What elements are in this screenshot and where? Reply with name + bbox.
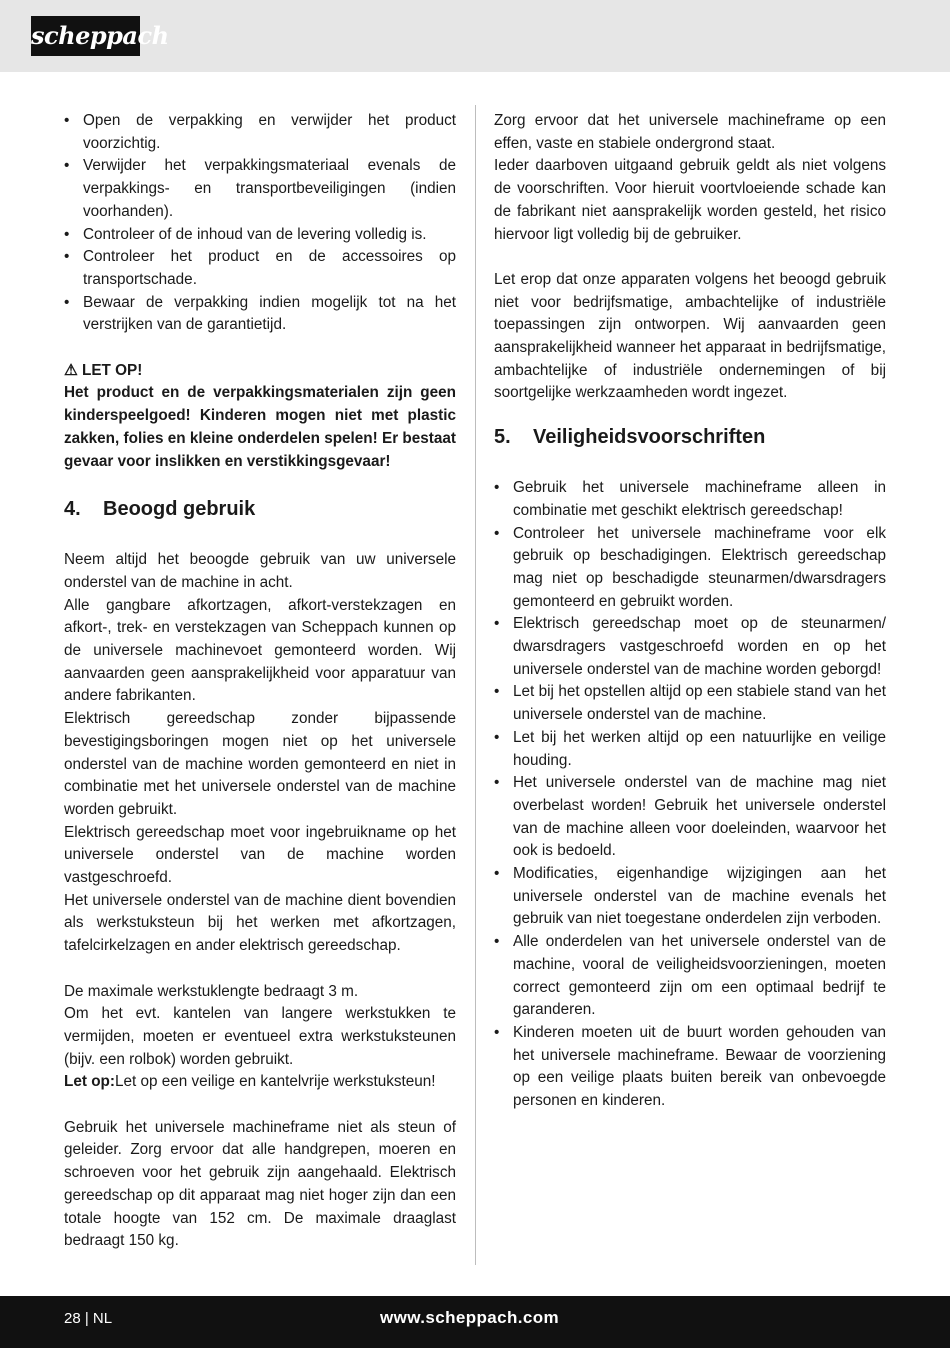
section-heading-5: 5. Veiligheidsvoorschriften	[494, 426, 766, 449]
list-item: • Open de verpakking en verwijder het product voorzichtig.	[64, 112, 456, 152]
warning-icon: ⚠	[64, 361, 78, 379]
paragraph: Elektrisch gereedschap zonder bijpassende bevestigingsboringen mogen niet op het universele onderstel van de machine worden gemonteerd en niet in combinatie met het universele onderstel van de machine worden gebruikt.	[64, 710, 456, 818]
column-divider	[475, 105, 476, 1265]
list-item: • Controleer of de inhoud van de levering volledig is.	[64, 225, 427, 243]
paragraph: Om het evt. kantelen van langere werkstukken te vermijden, moeten er eventueel extra werkstuksteunen (bijv. een rolbok) worden gebruikt.	[64, 1005, 456, 1068]
page-number: 28 | NL	[64, 1310, 113, 1327]
footer-bar	[0, 1296, 950, 1348]
paragraph: Ieder daarboven uitgaand gebruik geldt als niet volgens de voorschriften. Voor hieruit voortvloeiende schade kan de fabrikant niet aansprakelijk worden gesteld, het risico hiervoor ligt volledig bij de gebruiker.	[494, 157, 886, 243]
list-item: • Modificaties, eigenhandige wijzigingen aan het universele onderstel van de machine evenals het gebruik van niet toegestane onderdelen zijn verboden.	[494, 865, 886, 928]
paragraph: Gebruik het universele machineframe niet als steun of geleider. Zorg ervoor dat alle handgrepen, moeren en schroeven voor het gebruik zijn aangehaald. Elektrisch gereedschap op dit apparaat mag niet hoger zijn dan een totale hoogte van 152 cm. De maximale draaglast bedraagt 150 kg.	[64, 1118, 456, 1250]
list-item: • Controleer het universele machineframe voor elk gebruik op beschadigingen. Elektrisch gereedschap mag niet op beschadigde steunarmen/dwarsdragers gemonteerd en gebruikt worden.	[494, 524, 886, 610]
list-item: • Bewaar de verpakking indien mogelijk tot na het verstrijken van de garantietijd.	[64, 293, 456, 334]
warning-heading	[64, 360, 456, 383]
left-column	[64, 110, 456, 1253]
list-item: • Gebruik het universele machineframe alleen in combinatie met geschikt elektrisch gereedschap!	[494, 479, 886, 519]
paragraph: De maximale werkstuklengte bedraagt 3 m.	[64, 982, 359, 1000]
paragraph: Let erop dat onze apparaten volgens het beoogd gebruik niet voor bedrijfsmatige, ambachtelijke of industriële toepassingen zijn ontworpen. Wij aanvaarden geen aansprakelijkheid wanneer het apparaat in bedrijfsmatige, ambachtelijke of industriële ondernemingen of bij soortgelijke werkzaamheden wordt ingezet.	[494, 270, 886, 402]
list-item: • Let bij het werken altijd op een natuurlijke en veilige houding.	[494, 728, 886, 769]
list-item: • Controleer het product en de accessoires op transportschade.	[64, 248, 456, 288]
list-item: • Het universele onderstel van de machine mag niet overbelast worden! Gebruik het universele onderstel van de machine alleen voor doeleinden, waarvoor het ook is bedoeld.	[494, 774, 886, 860]
note-paragraph: Let op:Let op een veilige en kantelvrije werkstuksteun!	[64, 1073, 436, 1091]
section-heading-4: 4. Beoogd gebruik	[64, 498, 256, 521]
paragraph: Neem altijd het beoogde gebruik van uw universele onderstel van de machine in acht.	[64, 551, 456, 591]
website-link: www.scheppach.com	[380, 1308, 560, 1327]
warning-title: LET OP!	[81, 361, 143, 379]
safety-list	[494, 477, 886, 1113]
brand-logo: scheppach	[31, 16, 140, 56]
unpacking-list	[64, 110, 456, 337]
warning-text: Het product en de verpakkingsmaterialen zijn geen kinderspeelgoed! Kinderen mogen niet met plastic zakken, folies en kleine onderdelen spelen! Er bestaat gevaar voor inslikken en verstikkingsgevaar!	[64, 384, 456, 470]
list-item: • Verwijder het verpakkingsmateriaal evenals de verpakkings- en transportbeveiligingen (indien voorhanden).	[64, 157, 456, 220]
right-column	[494, 110, 886, 1113]
list-item: • Kinderen moeten uit de buurt worden gehouden van het universele machineframe. Bewaar de voorziening op een veilige plaats buiten bereik van onbevoegde personen en kinderen.	[494, 1024, 886, 1110]
list-item: • Alle onderdelen van het universele onderstel van de machine, vooral de veiligheidsvoorzieningen, moeten correct gemonteerd zijn om een optimaal bedrijf te garanderen.	[494, 933, 886, 1019]
paragraph: Alle gangbare afkortzagen, afkort-verstekzagen en afkort-, trek- en verstekzagen van Scheppach kunnen op de universele machinevoet gemonteerd worden. Wij aanvaarden geen aansprakelijkheid voor apparatuur van andere fabrikanten.	[64, 596, 456, 705]
paragraph: Elektrisch gereedschap moet voor ingebruikname op het universele onderstel van de machine worden vastgeschroefd.	[64, 823, 456, 887]
header-bar	[0, 0, 950, 72]
paragraph: Het universele onderstel van de machine dient bovendien als werkstuksteun bij het werken met afkortzagen, tafelcirkelzagen en ander elektrisch gereedschap.	[64, 891, 456, 955]
paragraph: Zorg ervoor dat het universele machineframe op een effen, vaste en stabiele ondergrond staat.	[494, 112, 886, 152]
list-item: • Let bij het opstellen altijd op een stabiele stand van het universele onderstel van de machine.	[494, 683, 886, 724]
list-item: • Elektrisch gereedschap moet op de steunarmen/ dwarsdragers vastgeschroefd worden en op het universele onderstel van de machine worden geborgd!	[494, 615, 886, 678]
